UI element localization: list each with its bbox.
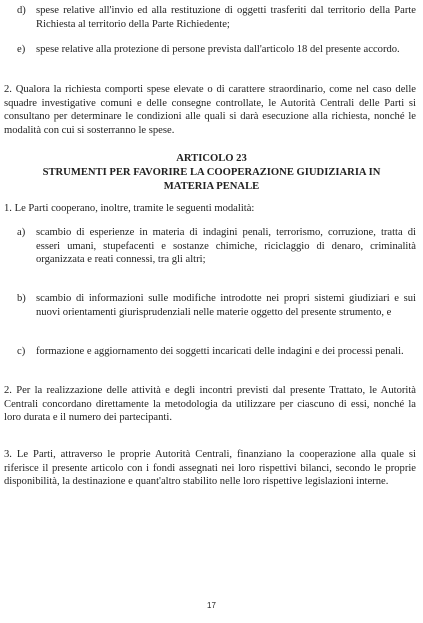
list-item-label: a) — [17, 227, 26, 238]
list-item-label: d) — [17, 5, 26, 16]
paragraph-1: 1. Le Parti cooperano, inoltre, tramite le seguenti modalità: — [4, 203, 255, 214]
list-item-text: spese relative alla protezione di persone prevista dall'articolo 18 del presente accordo. — [36, 44, 400, 55]
list-item-label: e) — [17, 44, 26, 55]
list-item-text: scambio di esperienze in materia di indagini penali, terrorismo, corruzione, tratta di esseri umani, stupefacenti e sostanze chimiche, riciclaggio di denaro, criminalità organizzata e reati connessi, tra gli altri; — [36, 227, 416, 266]
list-item-text: formazione e aggiornamento dei soggetti incaricati delle indagini e dei processi penali. — [36, 346, 404, 357]
article-title: ARTICOLO 23 — [176, 153, 247, 164]
list-item-label: c) — [17, 346, 26, 357]
paragraph-3: 3. Le Parti, attraverso le proprie Autorità Centrali, finanziano la cooperazione alla quale si riferisce il presente articolo con i fondi assegnati nei loro rispettivi bilanci, secondo le proprie disponibilità, la destinazione e quant'altro stabilito nelle loro rispettive legislazioni interne. — [4, 449, 416, 488]
article-subtitle-line2: MATERIA PENALE — [163, 181, 260, 192]
list-item-label: b) — [17, 293, 26, 304]
list-item-text: scambio di informazioni sulle modifiche introdotte nei propri sistemi giudiziari e sui nuovi orientamenti giurisprudenziali nelle materie oggetto del presente strumento, e — [36, 293, 416, 318]
paragraph-2-costs: 2. Qualora la richiesta comporti spese elevate o di carattere straordinario, come nel caso delle squadre investigative comuni e delle consegne controllate, le Autorità Centrali delle Parti si consultano per determinare le condizioni alle quali si darà esecuzione alla richiesta, nonché le modalità con cui si sosterranno le spese. — [4, 84, 416, 136]
page-number: 17 — [207, 601, 216, 610]
list-item-text: spese relative all'invio ed alla restituzione di oggetti trasferiti dal territorio della Parte Richiesta al territorio della Parte Richiedente; — [36, 5, 416, 30]
article-subtitle-line1: STRUMENTI PER FAVORIRE LA COOPERAZIONE GIUDIZIARIA IN — [42, 167, 381, 178]
paragraph-2-activities: 2. Per la realizzazione delle attività e degli incontri previsti dal presente Trattato, le Autorità Centrali concordano direttamente la metodologia da utilizzare per ciascuno di essi, nonché la loro durata e il numero dei partecipanti. — [4, 385, 416, 424]
